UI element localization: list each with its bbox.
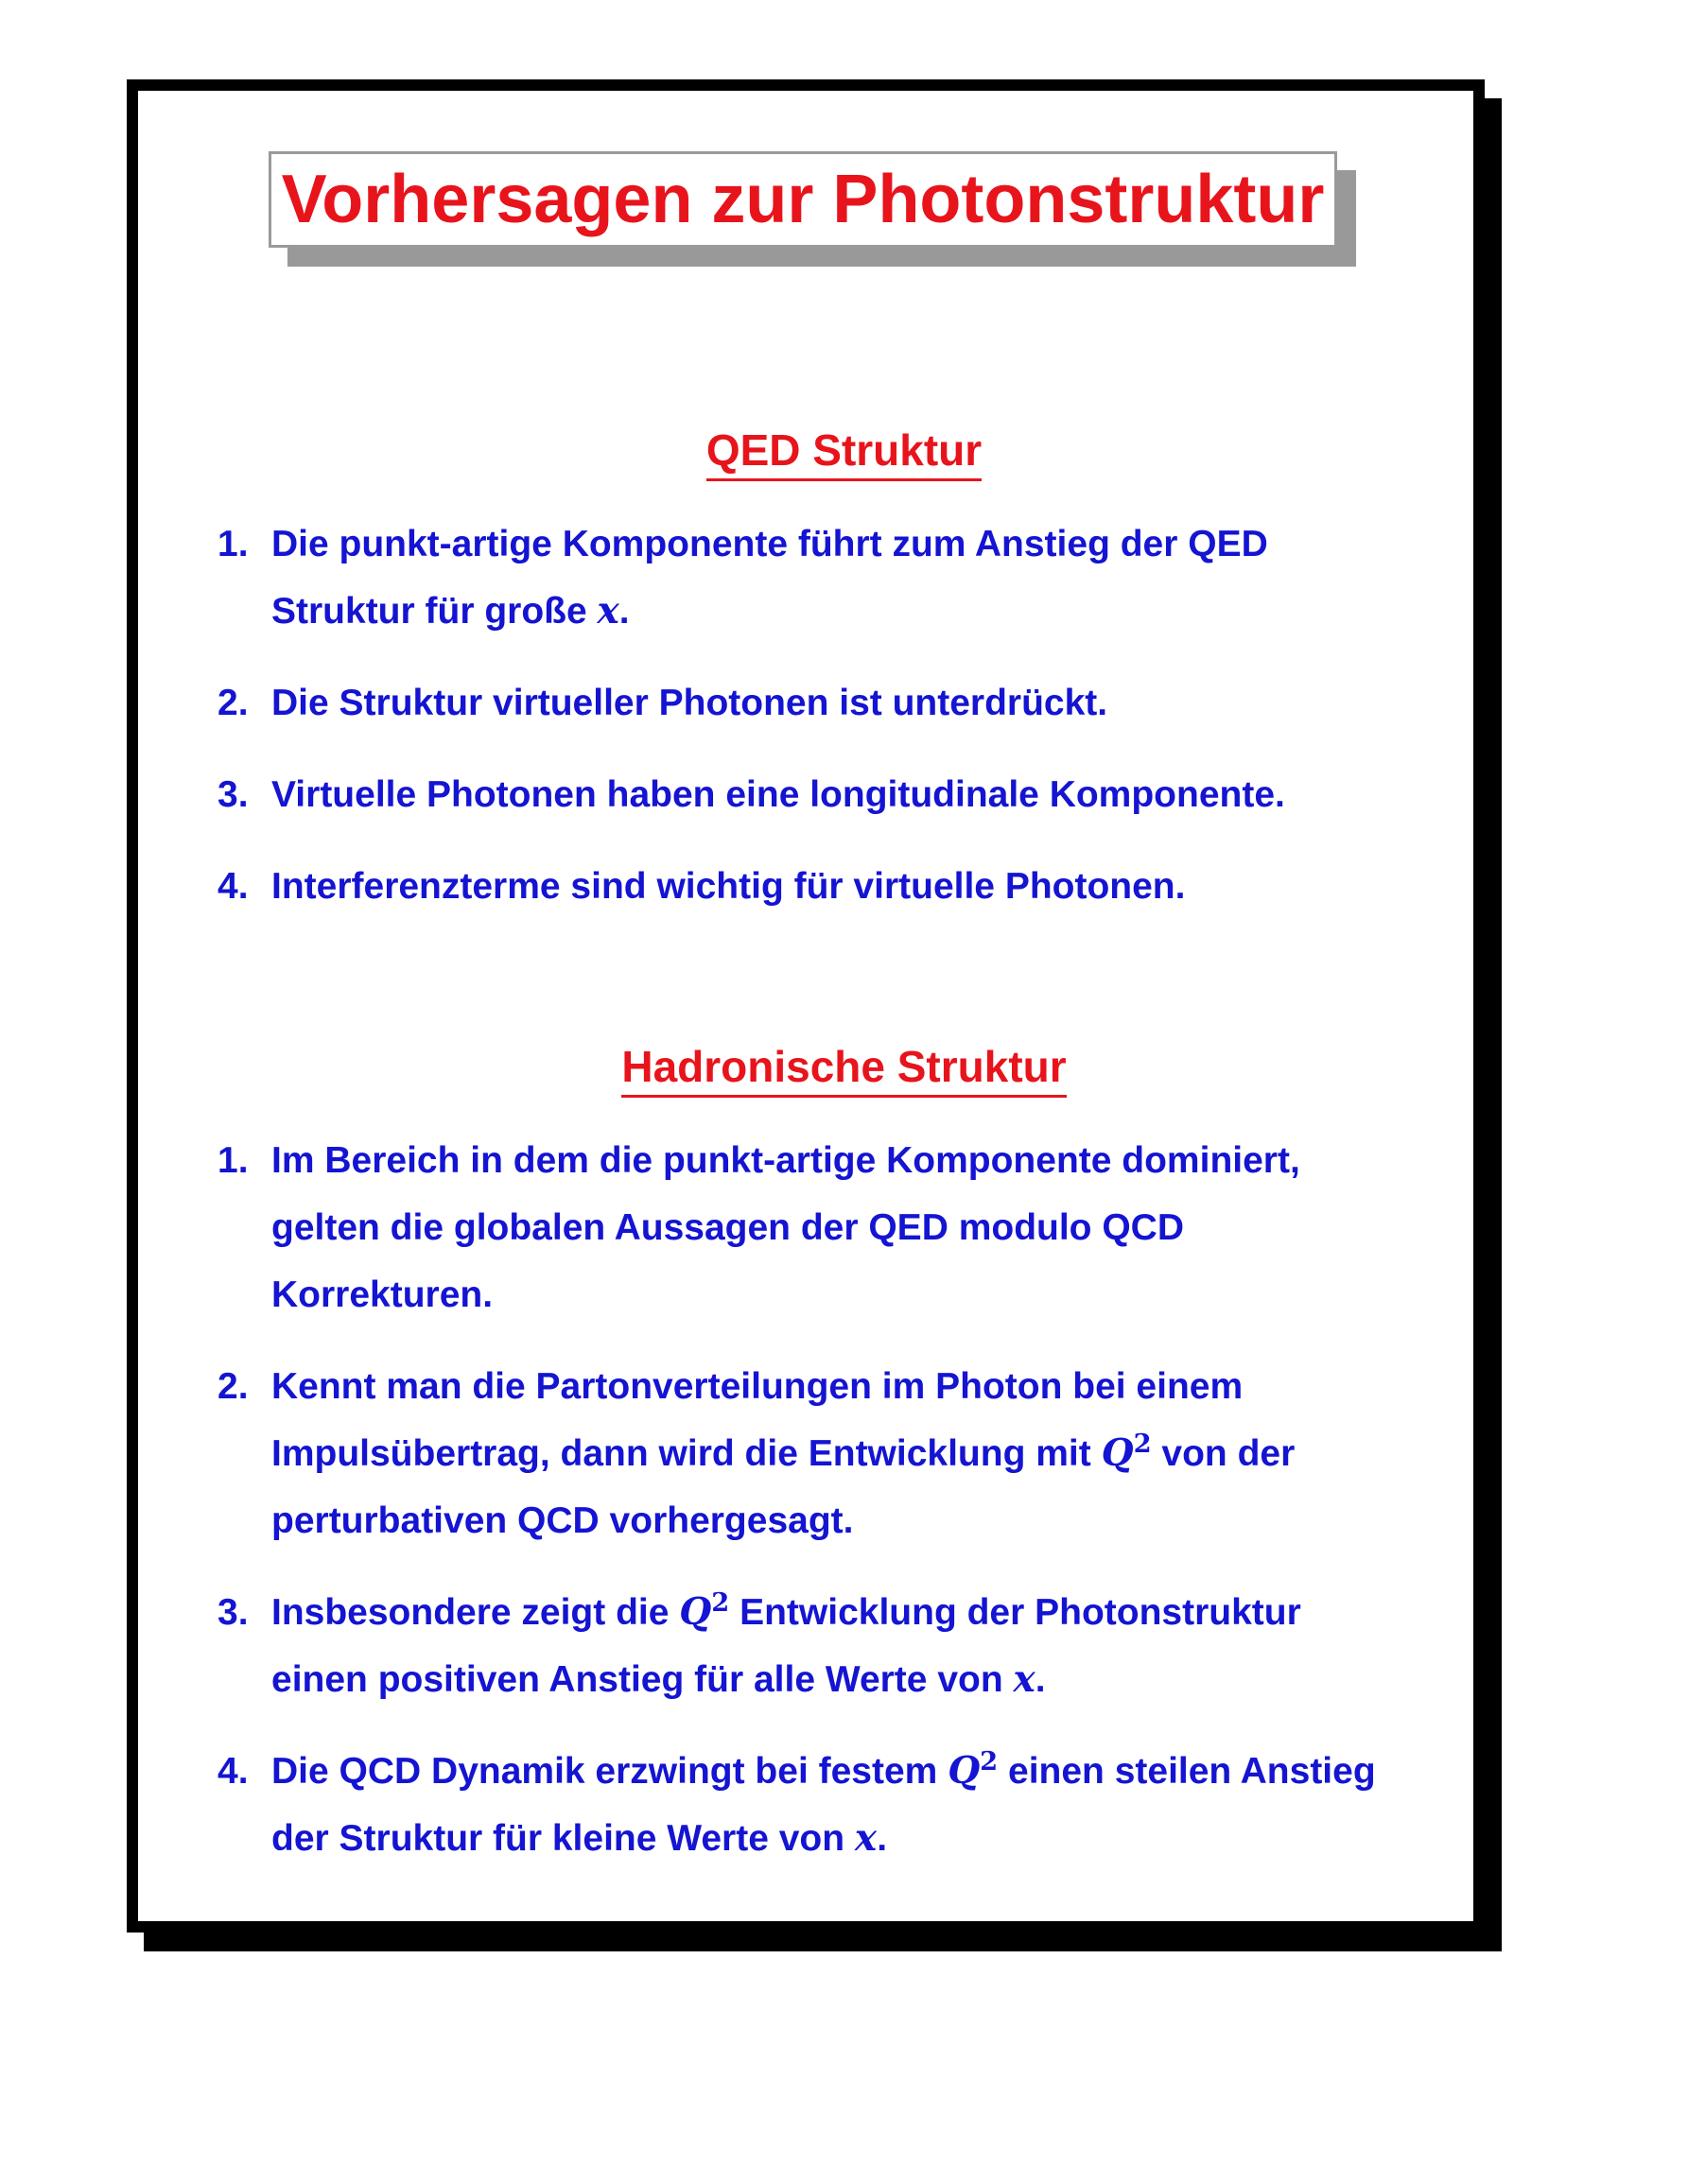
list-item <box>218 1579 1390 1713</box>
math-q: Q <box>1101 1431 1134 1475</box>
section-heading-qed-text: QED Struktur <box>706 425 982 481</box>
list-item <box>218 1127 1390 1328</box>
item-text: Insbesondere zeigt die <box>271 1592 680 1633</box>
math-x: x <box>1013 1657 1035 1701</box>
hadronic-list <box>218 1127 1390 1872</box>
item-text: Die punkt-artige Komponente führt zum Anstieg der QED Struktur für große <box>271 524 1268 632</box>
item-text-end: . <box>877 1818 888 1859</box>
section-heading-hadronic-text: Hadronische Struktur <box>621 1042 1066 1098</box>
item-text: Interferenzterme sind wichtig für virtuelle Photonen. <box>271 866 1186 907</box>
math-q: Q <box>948 1749 981 1793</box>
section-heading-qed <box>0 425 1688 475</box>
item-text: Kennt man die Partonverteilungen im Photon bei einem Impulsübertrag, dann wird die Entwicklung mit <box>271 1366 1244 1474</box>
math-q-squared <box>1102 1431 1152 1475</box>
item-number: 3. <box>218 1592 249 1633</box>
item-text-end: . <box>618 591 630 632</box>
item-number: 3. <box>218 774 249 815</box>
math-x: x <box>854 1816 878 1860</box>
math-q-squared <box>679 1587 730 1634</box>
item-text: Die Struktur virtueller Photonen ist unterdrückt. <box>271 683 1108 723</box>
section-heading-hadronic <box>0 1042 1688 1091</box>
math-q: Q <box>679 1590 712 1634</box>
item-number: 2. <box>218 1366 249 1407</box>
math-x: x <box>597 589 619 633</box>
item-number: 2. <box>218 683 249 723</box>
item-text-middle: Entwicklung der Photonstruktur einen positiven Anstieg für alle Werte von <box>271 1592 1301 1700</box>
item-text-end: von der perturbativen QCD vorhergesagt. <box>271 1433 1296 1541</box>
title-box <box>269 151 1337 248</box>
item-text: Die QCD Dynamik erzwingt bei festem <box>271 1751 948 1792</box>
math-exponent: 2 <box>711 1587 730 1618</box>
math-q-squared <box>948 1746 999 1793</box>
list-item <box>218 1738 1390 1872</box>
list-item <box>218 669 1390 737</box>
list-item <box>218 511 1390 645</box>
page-title: Vorhersagen zur Photonstruktur <box>281 162 1325 237</box>
math-exponent: 2 <box>980 1746 999 1777</box>
item-number: 1. <box>218 524 249 564</box>
item-text: Im Bereich in dem die punkt-artige Komponente dominiert, gelten die globalen Aussagen der QED modulo QCD Korrekturen. <box>271 1140 1300 1315</box>
item-number: 1. <box>218 1140 249 1181</box>
item-text: Virtuelle Photonen haben eine longitudinale Komponente. <box>271 774 1285 815</box>
item-text-middle: einen steilen Anstieg der Struktur für kleine Werte von <box>271 1751 1376 1859</box>
list-item <box>218 761 1390 828</box>
item-number: 4. <box>218 1751 249 1792</box>
math-exponent: 2 <box>1133 1429 1152 1459</box>
list-item <box>218 1353 1390 1554</box>
list-item <box>218 853 1390 920</box>
item-number: 4. <box>218 866 249 907</box>
qed-list <box>218 511 1390 920</box>
item-text-end: . <box>1035 1659 1046 1700</box>
